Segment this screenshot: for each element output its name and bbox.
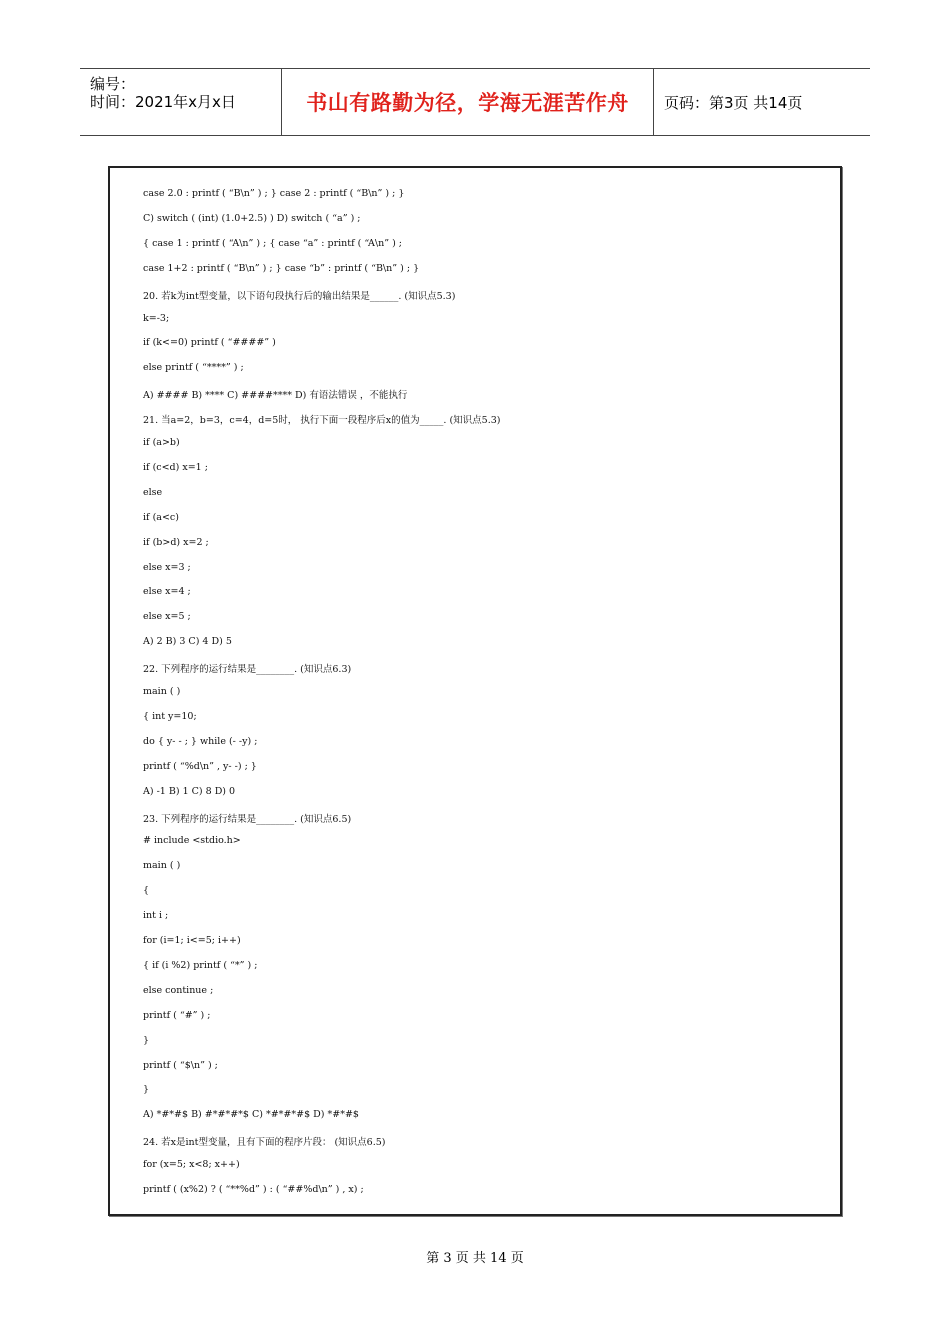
number-label: 编号：: [90, 75, 136, 93]
document-line: printf ( (x%2) ? ( “**%d” ) : ( “##%d\n” ) , x) ;: [143, 1184, 364, 1195]
document-line: # include <stdio.h>: [143, 835, 241, 847]
document-line: A) #### B) **** C) ####**** D) 有语法错误 ，不能执行: [143, 390, 408, 402]
document-line: A) 2 B) 3 C) 4 D) 5: [143, 636, 232, 648]
document-line: do { y- - ; } while (- -y) ;: [143, 735, 258, 747]
header-left-cell: [80, 69, 282, 135]
document-line: if (c<d) x=1 ;: [143, 461, 208, 473]
document-line: case 1+2 : printf ( “B\n” ) ; } case “b” : printf ( “B\n” ) ; }: [143, 262, 420, 274]
document-line: case 2.0 : printf ( “B\n” ) ; } case 2 : printf ( “B\n” ) ; }: [143, 188, 405, 199]
document-line: { case 1 : printf ( “A\n” ) ; { case “a” : printf ( “A\n” ) ;: [143, 237, 403, 249]
document-line: if (b>d) x=2 ;: [143, 536, 209, 548]
document-line: 23. 下列程序的运行结果是________. (知识点6.5): [143, 813, 352, 825]
document-line: printf ( “$\n” ) ;: [143, 1059, 218, 1071]
document-line: for (x=5; x<8; x++): [143, 1159, 240, 1171]
page-info: 页码：第3页 共14页: [664, 93, 803, 112]
document-line: else: [143, 486, 163, 498]
document-line: if (a>b): [143, 437, 180, 448]
header-motto-cell: [282, 69, 654, 135]
document-line: else x=4 ;: [143, 586, 191, 598]
document-line: for (i=1; i<=5; i++): [143, 935, 241, 946]
document-line: k=-3;: [143, 312, 170, 324]
document-line: if (a<c): [143, 511, 179, 523]
document-line: else printf ( “****” ) ;: [143, 362, 244, 374]
document-line: else x=3 ;: [143, 561, 191, 573]
header-page-cell: [654, 69, 870, 135]
document-line: main ( ): [143, 860, 181, 872]
page-footer: [0, 1247, 950, 1266]
document-line: int i ;: [143, 910, 169, 922]
time-label: 时间：2021年x月x日: [90, 93, 236, 111]
document-line: { int y=10;: [143, 710, 197, 722]
motto-text: 书山有路勤为径，学海无涯苦作舟: [306, 91, 629, 115]
document-line: A) *#*#$ B) #*#*#*$ C) *#*#*#$ D) *#*#$: [143, 1109, 359, 1121]
document-line: }: [143, 1034, 150, 1046]
document-line: if (k<=0) printf ( “####” ): [143, 337, 276, 349]
document-line: else continue ;: [143, 984, 214, 996]
document-line: 20. 若k为int型变量，以下语句段执行后的输出结果是______. (知识点5.3): [143, 290, 456, 302]
document-line: A) -1 B) 1 C) 8 D) 0: [143, 785, 236, 797]
document-line: 22. 下列程序的运行结果是________. (知识点6.3): [143, 664, 352, 676]
document-line: { if (i %2) printf ( “*” ) ;: [143, 959, 258, 971]
document-line: printf ( “#” ) ;: [143, 1009, 211, 1021]
document-line: printf ( “%d\n” , y- -) ; }: [143, 760, 257, 772]
document-line: 21. 当a=2，b=3，c=4，d=5时， 执行下面一段程序后x的值为_____. (知识点5.3): [143, 415, 501, 427]
document-line: main ( ): [143, 686, 181, 697]
content-frame: [108, 166, 842, 1216]
document-line: }: [143, 1084, 150, 1096]
document-line: {: [143, 885, 150, 897]
document-line: 24. 若x是int型变量，且有下面的程序片段： (知识点6.5): [143, 1137, 386, 1149]
document-line: C) switch ( (int) (1.0+2.5) ) D) switch ( “a” ) ;: [143, 212, 361, 224]
page-header: [80, 68, 870, 136]
document-line: else x=5 ;: [143, 611, 191, 623]
footer-page-number: 第 3 页 共 14 页: [426, 1251, 524, 1266]
